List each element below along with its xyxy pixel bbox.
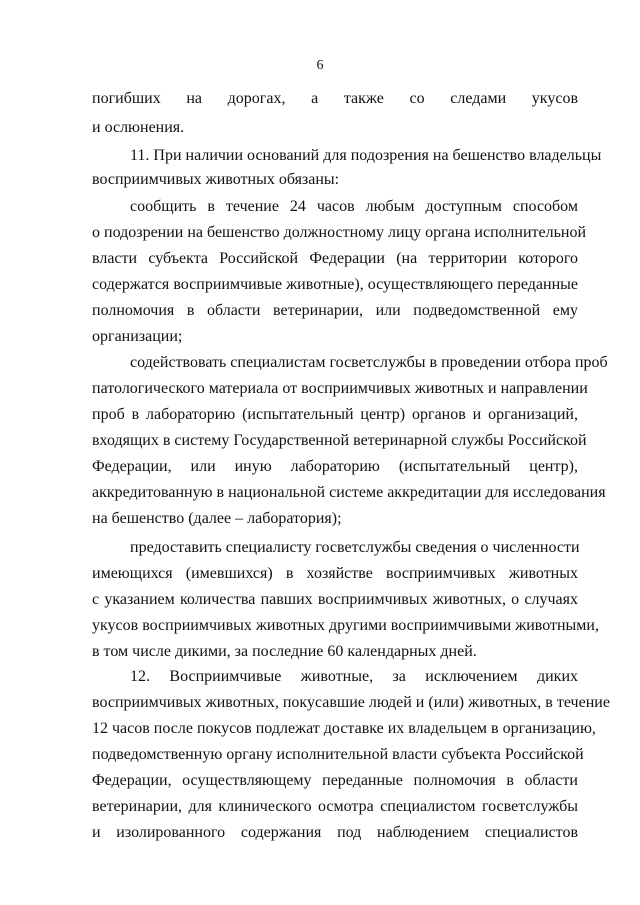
text-line: организации; [92, 328, 183, 345]
text-line: в том числе дикими, за последние 60 календарных дней. [92, 643, 477, 660]
page-number: 6 [316, 58, 324, 73]
text-line: с указанием количества павших восприимчивых животных, о случаях [92, 591, 578, 608]
text-line: о подозрении на бешенство должностному лицу органа исполнительной [92, 224, 587, 241]
text-line: и изолированного содержания под наблюдением специалистов [92, 824, 578, 841]
text-line: восприимчивых животных, покусавшие людей и (или) животных, в течение [92, 694, 610, 711]
text-line: погибших на дорогах, а также со следами укусов [92, 90, 578, 107]
text-line: содержатся восприимчивые животные), осуществляющего переданные [92, 276, 578, 293]
text-line: укусов восприимчивых животных другими восприимчивыми животными, [92, 617, 599, 634]
text-line: Федерации, осуществляющему переданные полномочия в области [92, 772, 578, 789]
text-line: предоставить специалисту госветслужбы сведения о численности [130, 539, 580, 556]
text-line: аккредитованную в национальной системе аккредитации для исследования [92, 484, 606, 501]
text-line: восприимчивых животных обязаны: [92, 171, 340, 188]
text-line: 12. Восприимчивые животные, за исключением диких [130, 668, 578, 685]
text-line: на бешенство (далее – лаборатория); [92, 510, 342, 527]
text-line: 11. При наличии оснований для подозрения на бешенство владельцы [130, 147, 602, 164]
text-line: патологического материала от восприимчивых животных и направлении [92, 380, 588, 397]
text-line: входящих в систему Государственной ветеринарной службы Российской [92, 432, 587, 449]
text-line: подведомственную органу исполнительной власти субъекта Российской [92, 746, 584, 763]
text-line: полномочия в области ветеринарии, или подведомственной ему [92, 302, 578, 319]
text-line: и ослюнения. [92, 119, 185, 136]
text-line: 12 часов после покусов подлежат доставке их владельцем в организацию, [92, 720, 596, 737]
text-line: имеющихся (имевшихся) в хозяйстве восприимчивых животных [92, 565, 578, 582]
text-line: проб в лабораторию (испытательный центр) органов и организаций, [92, 406, 578, 423]
text-line: власти субъекта Российской Федерации (на территории которого [92, 250, 578, 267]
text-line: ветеринарии, для клинического осмотра специалистом госветслужбы [92, 798, 578, 815]
text-line: сообщить в течение 24 часов любым доступным способом [130, 198, 578, 215]
text-line: содействовать специалистам госветслужбы в проведении отбора проб [130, 354, 608, 371]
text-line: Федерации, или иную лабораторию (испытательный центр), [92, 458, 578, 475]
